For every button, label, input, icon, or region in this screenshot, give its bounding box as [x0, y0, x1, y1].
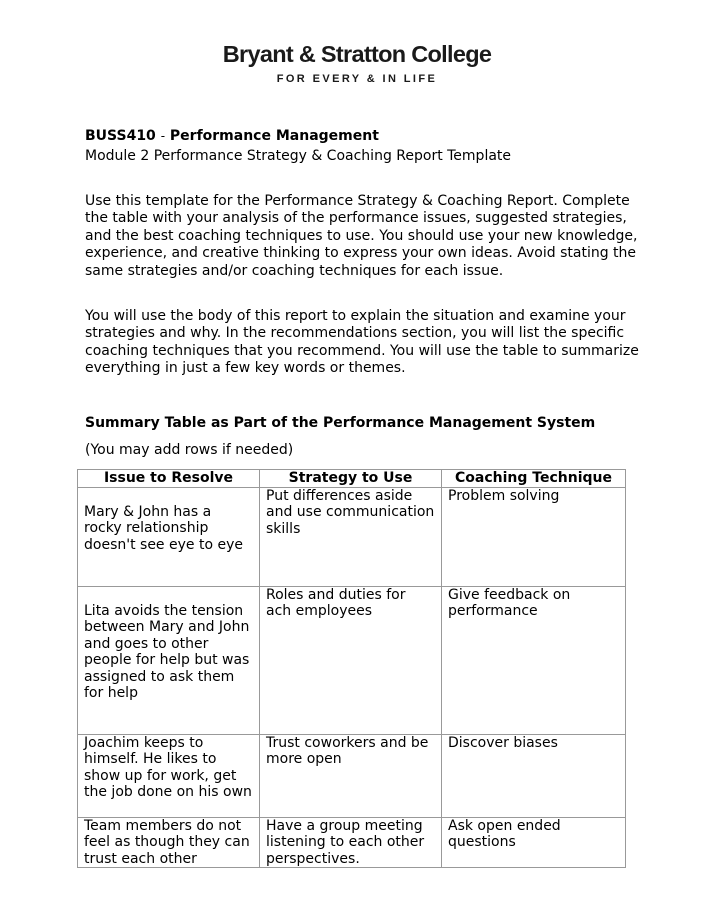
strategy-cell: Trust coworkers and be more open [260, 735, 442, 818]
course-title-line [85, 128, 379, 145]
course-code: BUSS410 [85, 128, 156, 144]
strategy-cell: Have a group meeting listening to each other perspectives. [260, 818, 442, 868]
table-row [78, 735, 626, 818]
instructions-paragraph-2: You will use the body of this report to explain the situation and examine your strategies and why. In the recommendations section, you will list the specific coaching techniques that you recommend. You will use the table to summarize everything in just a few key words or themes. [85, 308, 639, 377]
column-header-issue: Issue to Resolve [78, 470, 260, 488]
college-logo [216, 40, 498, 86]
issue-cell: Team members do not feel as though they can trust each other [78, 818, 260, 868]
strategy-cell: Put differences aside and use communication skills [260, 488, 442, 587]
summary-table-note: (You may add rows if needed) [85, 442, 294, 458]
logo-tagline: FOR EVERY & IN LIFE [276, 73, 438, 85]
issue-cell: Lita avoids the tension between Mary and John and goes to other people for help but was assigned to ask them for help [78, 587, 260, 735]
table-row [78, 488, 626, 587]
issue-cell: Mary & John has a rocky relationship doesn't see eye to eye [78, 488, 260, 587]
strategy-cell: Roles and duties for ach employees [260, 587, 442, 735]
issue-cell: Joachim keeps to himself. He likes to show up for work, get the job done on his own [78, 735, 260, 818]
course-title: Performance Management [169, 128, 379, 144]
summary-table [77, 469, 626, 868]
logo-name: Bryant & Stratton College [222, 41, 492, 67]
instructions-paragraph-1: Use this template for the Performance Strategy & Coaching Report. Complete the table with your analysis of the performance issues, suggested strategies, and the best coaching techniques to use. You should use your new knowledge, experience, and creative thinking to express your own ideas. Avoid stating the same strategies and/or coaching techniques for each issue. [85, 193, 638, 279]
table-header-row [78, 470, 626, 488]
technique-cell: Problem solving [442, 488, 626, 587]
technique-cell: Ask open ended questions [442, 818, 626, 868]
technique-cell: Discover biases [442, 735, 626, 818]
course-separator: - [160, 129, 166, 143]
technique-cell: Give feedback on performance [442, 587, 626, 735]
table-row [78, 818, 626, 868]
table-row [78, 587, 626, 735]
column-header-technique: Coaching Technique [442, 470, 626, 488]
module-title: Module 2 Performance Strategy & Coaching Report Template [85, 148, 512, 164]
column-header-strategy: Strategy to Use [260, 470, 442, 488]
summary-table-heading: Summary Table as Part of the Performance Management System [85, 415, 596, 431]
